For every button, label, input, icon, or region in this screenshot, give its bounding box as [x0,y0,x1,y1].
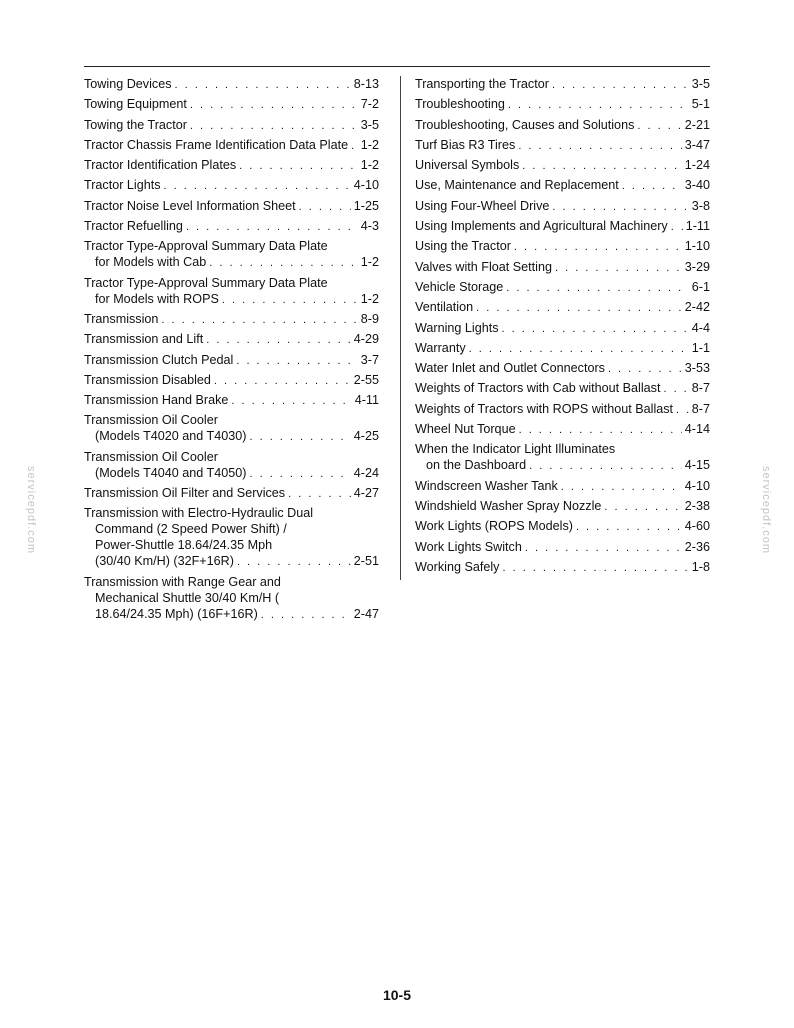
index-entry-page: 4-3 [360,219,379,234]
index-entry-page: 1-24 [684,158,710,173]
dot-leader [637,118,681,134]
index-entry [84,218,379,235]
index-entry-line [84,465,379,482]
index-entry-line [84,76,379,93]
index-entry-page: 2-36 [684,539,710,554]
index-entry-text: Tractor Type-Approval Summary Data Plate [84,239,328,254]
index-entry-line [84,117,379,134]
index-entry-text: When the Indicator Light Illuminates [415,442,616,457]
dot-leader [231,393,351,409]
index-entry [84,574,379,623]
index-entry-text: Work Lights Switch [415,539,522,554]
index-entry-line [84,137,379,154]
index-entry-line [84,590,379,606]
index-entry-line [415,218,710,235]
index-entry-text: Turf Bias R3 Tires [415,137,516,152]
index-entry-text: Tractor Lights [84,178,161,193]
index-entry-text: Universal Symbols [415,158,520,173]
dot-leader [190,97,358,113]
dot-leader [237,554,351,570]
dot-leader [552,77,689,93]
index-entry-line [415,279,710,296]
index-entry-text: Use, Maintenance and Replacement [415,178,619,193]
index-entry [84,238,379,271]
index-entry-line [84,412,379,428]
index-entry-text: Command (2 Speed Power Shift) / [95,522,287,537]
index-entry-text: Tractor Noise Level Information Sheet [84,198,296,213]
index-entry-line [415,559,710,576]
index-entry-text: Transmission Disabled [84,372,211,387]
index-entry-line [84,275,379,291]
index-entry-line [415,441,710,457]
index-entry [84,137,379,154]
index-entry [84,505,379,570]
index-entry [84,96,379,113]
index-entry-page: 4-10 [684,478,710,493]
index-entry [415,76,710,93]
index-entry-page: 2-42 [684,300,710,315]
index-entry-text: Towing the Tractor [84,117,187,132]
index-column-left [84,76,379,626]
index-entry-text: for Models with ROPS [95,291,219,306]
index-entry-line [84,485,379,502]
index-entry-text: Using Four-Wheel Drive [415,198,550,213]
index-entry [84,412,379,445]
index-entry-page: 4-15 [684,458,710,473]
index-entry-page: 5-1 [691,97,710,112]
index-entry-line [84,331,379,348]
index-entry-text: Ventilation [415,300,474,315]
index-entry-page: 3-40 [684,178,710,193]
index-entry [415,498,710,515]
dot-leader [209,255,358,271]
index-entry-line [415,340,710,357]
index-entry-text: 18.64/24.35 Mph) (16F+16R) [95,606,258,621]
index-entry-text: Tractor Type-Approval Summary Data Plate [84,275,328,290]
dot-leader [671,219,683,235]
index-entry-page: 1-11 [685,219,710,234]
dot-leader [164,178,351,194]
index-entry-line [84,553,379,570]
index-entry-text: for Models with Cab [95,255,207,270]
index-entry [415,360,710,377]
index-entry [415,218,710,235]
index-entry-page: 3-47 [684,137,710,152]
dot-leader [522,158,682,174]
dot-leader [469,341,689,357]
index-entry-text: (30/40 Km/H) (32F+16R) [95,554,234,569]
index-entry-page: 3-7 [360,352,379,367]
index-entry [415,320,710,337]
index-entry [84,311,379,328]
dot-leader [555,260,682,276]
index-entry-line [84,352,379,369]
dot-leader [186,219,358,235]
index-entry [84,117,379,134]
dot-leader [525,540,682,556]
index-entry [415,198,710,215]
index-entry-line [84,537,379,553]
index-entry [84,275,379,308]
index-entry-text: Windshield Washer Spray Nozzle [415,498,602,513]
index-entry-line [415,539,710,556]
index-entry-text: Transmission Oil Filter and Services [84,486,286,501]
index-entry [415,421,710,438]
index-entry-line [415,478,710,495]
index-entry-line [415,421,710,438]
index-entry-page: 8-9 [360,311,379,326]
index-entry-text: Tractor Chassis Frame Identification Data Plate [84,137,349,152]
index-entry-text: Transmission Oil Cooler [84,413,218,428]
dot-leader [222,292,358,308]
index-entry-page: 6-1 [691,279,710,294]
dot-leader [249,429,350,445]
dot-leader [351,138,358,154]
index-entry-page: 3-53 [684,361,710,376]
index-entry-page: 4-27 [353,486,379,501]
dot-leader [508,97,689,113]
dot-leader [552,199,688,215]
index-entry-line [415,401,710,418]
index-entry-page: 4-25 [353,429,379,444]
index-entry-page: 4-29 [353,332,379,347]
index-entry-page: 4-14 [684,422,710,437]
index-entry-line [415,360,710,377]
index-entry [84,198,379,215]
dot-leader [519,422,682,438]
index-entry [415,478,710,495]
index-entry-text: Warranty [415,340,466,355]
index-entry-line [415,117,710,134]
index-entry [84,485,379,502]
dot-leader [175,77,351,93]
index-entry-page: 2-38 [684,498,710,513]
index-entry-line [415,518,710,535]
index-entry-line [415,457,710,474]
index-entry-page: 4-60 [684,519,710,534]
index-entry-text: Transmission with Electro-Hydraulic Dual [84,506,314,521]
index-entry-page: 3-5 [360,117,379,132]
index-entry [415,559,710,576]
index-entry [84,449,379,482]
dot-leader [476,300,682,316]
index-entry-text: (Models T4020 and T4030) [95,429,247,444]
index-entry-text: Towing Devices [84,77,172,91]
index-entry-text: Windscreen Washer Tank [415,478,558,493]
index-entry-text: Troubleshooting, Causes and Solutions [415,117,635,132]
index-entry-text: Work Lights (ROPS Models) [415,519,573,534]
index-entry [415,259,710,276]
index-entry-page: 1-2 [360,291,379,306]
index-entry [84,177,379,194]
index-entry-text: Weights of Tractors with Cab without Ballast [415,381,661,396]
index-entry-text: Working Safely [415,559,500,574]
index-entry-text: Tractor Identification Plates [84,158,237,173]
index-entry [84,331,379,348]
index-entry-line [84,311,379,328]
index-entry [84,352,379,369]
dot-leader [206,332,351,348]
dot-leader [529,458,682,474]
index-entry [415,380,710,397]
index-entry-text: Transmission and Lift [84,332,204,347]
index-entry-page: 3-29 [684,259,710,274]
index-entry-line [84,505,379,521]
index-entry-text: Towing Equipment [84,97,187,112]
index-entry-page: 7-2 [360,97,379,112]
dot-leader [190,118,358,134]
index-entry-line [415,157,710,174]
dot-leader [214,373,351,389]
dot-leader [506,280,689,296]
index-entry-text: Power-Shuttle 18.64/24.35 Mph [95,538,273,553]
index-entry [415,238,710,255]
index-entry [84,157,379,174]
column-divider [400,76,401,580]
index-entry-line [84,198,379,215]
dot-leader [261,607,351,623]
index-entry-page: 1-2 [360,158,379,173]
index-entry-page: 3-5 [691,77,710,91]
index-entry-page: 4-4 [691,320,710,335]
index-entry-line [84,254,379,271]
dot-leader [239,158,358,174]
index-entry [415,539,710,556]
index-entry-line [415,498,710,515]
dot-leader [502,321,689,337]
index-entry-page: 1-25 [353,198,379,213]
dot-leader [622,178,682,194]
index-entry [415,518,710,535]
index-entry-text: Transmission Clutch Pedal [84,352,234,367]
index-entry-page: 4-10 [353,178,379,193]
index-entry-page: 8-7 [691,401,710,416]
dot-leader [514,239,682,255]
index-entry [415,157,710,174]
index-entry [415,299,710,316]
index-entry-page: 4-24 [353,465,379,480]
index-entry-text: Wheel Nut Torque [415,422,516,437]
index-entry-page: 1-8 [691,559,710,574]
dot-leader [288,486,351,502]
index-entry-text: on the Dashboard [426,458,527,473]
index-entry-page: 8-13 [353,77,379,91]
index-entry-text: Vehicle Storage [415,279,504,294]
index-entry-line [84,157,379,174]
index-entry-line [415,198,710,215]
dot-leader [663,381,688,397]
index-entry-line [415,238,710,255]
index-entry-line [84,392,379,409]
index-entry-text: Transmission with Range Gear and [84,574,281,589]
index-entry-text: Using Implements and Agricultural Machinery [415,219,668,234]
index-entry-page: 4-11 [354,393,379,408]
index-entry [415,96,710,113]
index-entry-text: Troubleshooting [415,97,505,112]
index-entry-page: 1-2 [360,137,379,152]
index-entry [415,117,710,134]
index-entry-text: Transmission Oil Cooler [84,449,218,464]
index-entry-line [415,320,710,337]
index-entry [415,137,710,154]
index-entry-text: Transmission Hand Brake [84,393,229,408]
index-entry-text: Tractor Refuelling [84,219,183,234]
watermark-left: servicepdf.com [25,466,37,554]
index-entry-line [415,76,710,93]
index-entry-page: 1-10 [684,239,710,254]
index-entry-line [415,96,710,113]
index-entry [415,340,710,357]
index-entry-line [84,96,379,113]
index-entry-text: Warning Lights [415,320,499,335]
index-entry-line [415,299,710,316]
index-entry-page: 2-51 [353,554,379,569]
index-entry [415,279,710,296]
dot-leader [561,479,682,495]
index-entry-line [415,259,710,276]
dot-leader [502,560,688,576]
dot-leader [236,353,357,369]
index-entry-line [84,291,379,308]
index-entry-line [84,177,379,194]
index-entry-text: Valves with Float Setting [415,259,552,274]
index-column-right [415,76,710,579]
index-entry-line [415,177,710,194]
index-entry-page: 8-7 [691,381,710,396]
index-entry-line [84,574,379,590]
dot-leader [518,138,681,154]
index-entry-page: 2-21 [684,117,710,132]
watermark-right: servicepdf.com [760,466,772,554]
dot-leader [608,361,682,377]
index-entry-line [415,380,710,397]
index-entry [415,177,710,194]
index-entry-line [84,372,379,389]
index-entry [84,76,379,93]
index-entry-page: 3-8 [691,198,710,213]
index-entry-line [84,449,379,465]
dot-leader [161,312,357,328]
index-entry [415,401,710,418]
index-entry-text: Using the Tractor [415,239,511,254]
index-entry [415,441,710,474]
index-entry-line [84,218,379,235]
dot-leader [676,402,689,418]
index-entry-text: (Models T4040 and T4050) [95,465,247,480]
index-entry-text: Transmission [84,311,159,326]
index-entry-line [84,238,379,254]
index-entry-line [84,521,379,537]
index-entry-line [84,606,379,623]
index-entry-text: Weights of Tractors with ROPS without Ballast [415,401,674,416]
header-rule [84,66,710,67]
index-entry-line [84,428,379,445]
dot-leader [576,519,682,535]
dot-leader [604,499,681,515]
dot-leader [249,466,350,482]
index-entry-text: Transporting the Tractor [415,77,549,91]
index-entry-page: 1-2 [360,255,379,270]
dot-leader [299,199,351,215]
index-entry-line [415,137,710,154]
page-number: 10-5 [382,987,412,1003]
index-entry-text: Water Inlet and Outlet Connectors [415,361,605,376]
index-entry-page: 2-47 [353,606,379,621]
index-entry-text: Mechanical Shuttle 30/40 Km/H ( [95,590,280,605]
index-entry-page: 1-1 [691,340,710,355]
index-entry [84,392,379,409]
index-entry [84,372,379,389]
index-entry-page: 2-55 [353,372,379,387]
